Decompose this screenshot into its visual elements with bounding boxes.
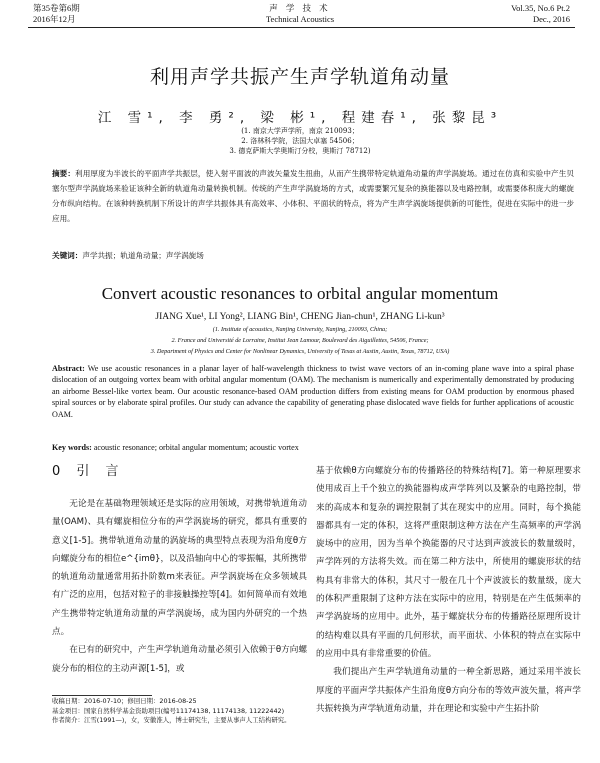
footnote-fund: 基金项目：国家自然科学基金资助项目(编号11174138, 11174138, 11222442) bbox=[52, 706, 285, 715]
journal-date-en: Dec., 2016 bbox=[532, 14, 570, 24]
abstract-cn bbox=[52, 166, 574, 226]
abstract-en-text: We use acoustic resonances in a planar layer of half-wavelength thickness to twist wave vectors of an in-coming plane wave into a spiral phase dislocation of an outgoing vortex beam with orbital angular momentum (OAM). The mechanism is numerically and experimentally demonstrated by producing an airborne Bessel-like vortex beam. Our acoustic resonance-based OAM production differs from existing means for OAM production by enormous phased spiral sources or by elaborate spiral profiles. Our study can advance the capability of generating phase dislocated wave fields for further applications of acoustic OAM. bbox=[52, 364, 574, 419]
authors-cn: 江 雪¹, 李 勇², 梁 彬¹, 程建春¹, 张黎昆³ bbox=[97, 110, 503, 126]
affiliation-cn-2: 2. 洛林科学院，法国大卓塞 54506； bbox=[241, 137, 359, 145]
journal-name-en: Technical Acoustics bbox=[265, 14, 335, 24]
journal-name-cn: 声 学 技 术 bbox=[269, 3, 331, 13]
keywords-cn-label: 关键词： bbox=[52, 251, 83, 260]
body-paragraph: 在已有的研究中，产生声学轨道角动量必须引入依赖于θ方向螺旋分布的相位的主动声源[1-5]，或 bbox=[52, 645, 307, 674]
body-paragraph: 我们提出产生声学轨道角动量的一种全新思路，通过采用半波长厚度的平面声学共振体产生沿角度θ方向分布的等效声波矢量，将声学共振转换为声学轨道角动量，并在理论和实验中产生拓扑阶 bbox=[316, 667, 581, 714]
keywords-cn-text: 声学共振；轨道角动量；声学涡旋场 bbox=[82, 251, 204, 260]
journal-volume-en: Vol.35, No.6 Pt.2 bbox=[511, 3, 570, 13]
authors-en: JIANG Xue¹, LI Yong², LIANG Bin¹, CHENG Jian-chun¹, ZHANG Li-kun³ bbox=[155, 312, 445, 322]
footnote-dates: 收稿日期：2016-07-10；修回日期：2016-08-25 bbox=[52, 697, 197, 705]
paper-title-cn: 利用声学共振产生声学轨道角动量 bbox=[149, 66, 450, 88]
paper-title-en: Convert acoustic resonances to orbital angular momentum bbox=[101, 284, 499, 303]
journal-date-cn: 2016年12月 bbox=[33, 14, 76, 24]
header-rule bbox=[28, 27, 575, 28]
affiliation-cn-1: (1. 南京大学声学所，南京 210093； bbox=[241, 127, 359, 135]
footnotes bbox=[52, 697, 307, 726]
section-heading-intro: 0 引 言 bbox=[52, 464, 125, 479]
body-column-left bbox=[52, 495, 307, 678]
footnote-author: 作者简介：江雪(1991—)，女，安徽淮人，博士研究生，主要从事声人工结构研究。 bbox=[52, 716, 291, 724]
affiliation-en-1: (1. Institute of acoustics, Nanjing University, Nanjing, 210093, China; bbox=[212, 326, 388, 333]
header-right bbox=[511, 3, 570, 25]
affiliations-cn bbox=[0, 126, 600, 156]
header-center bbox=[0, 3, 600, 25]
affiliation-cn-3: 3. 德克萨斯大学奥斯汀分校，奥斯汀 78712) bbox=[229, 147, 371, 155]
journal-volume-cn: 第35卷第6期 bbox=[33, 3, 80, 13]
affiliations-en bbox=[0, 324, 600, 357]
keywords-en bbox=[52, 443, 299, 452]
abstract-cn-text: 利用厚度为半波长的平面声学共振层，使入射平面波的声波矢量发生扭曲，从而产生携带特定轨道角动量的声学涡旋场。通过在仿真和实验中产生贝塞尔型声学涡旋场来验证该种全新的轨道角动量转换机制。传统的产生声学涡旋场的方式，或需要繁冗复杂的换能器以及电路控制，或需要体积庞大的螺旋分布纵向结构。在该种转换机制下所设计的声学共振体具有高效率、小体积、平面状的特点，将为产生声学涡旋场提供新的可能性，促进在实际中的进一步应用。 bbox=[52, 169, 575, 223]
affiliation-en-3: 3. Department of Physics and Center for Nonlinear Dynamics, University of Texas at Austin, Austin, Texas, 78712, USA) bbox=[150, 348, 450, 355]
abstract-en bbox=[52, 363, 574, 420]
abstract-en-label: Abstract: bbox=[52, 364, 85, 373]
running-header bbox=[0, 0, 600, 28]
footnote-rule bbox=[52, 695, 152, 696]
keywords-en-text: acoustic resonance; orbital angular momentum; acoustic vortex bbox=[93, 443, 299, 452]
body-paragraph: 基于依赖θ方向螺旋分布的传播路径的特殊结构[7]。第一种原理要求使用成百上千个独立的换能器构成声学阵列以及繁杂的电路控制，带来的高成本和复杂的调控限制了其在现实中的应用。同时，每个换能器都具有一定的体积，这将严重限制这种方法在产生高频率的声学涡旋场中的应用，因为当单个换能器的尺寸达到声波波长的数量级时，声学阵列的方法将失效。而在第二种方法中，所使用的螺旋形状的结构具有非常大的体积，其尺寸一般在几十个声波波长的数量级，庞大的体积严重限制了这种方法在实际中的应用，特别是在产生低频率的声学涡旋场的应用中。此外，基于螺旋状分布的传播路径原理所设计的结构难以具有平面的几何形状，而平面状、小体积的特点在实际中的应用中具有非常重要的价值。 bbox=[316, 466, 581, 659]
keywords-cn bbox=[52, 250, 204, 261]
keywords-en-label: Key words: bbox=[52, 443, 92, 452]
abstract-cn-label: 摘要： bbox=[52, 169, 76, 178]
body-paragraph: 无论是在基础物理领域还是实际的应用领域，对携带轨道角动量(OAM)、具有螺旋相位分布的声学涡旋场的研究，都具有重要的意义[1-5]。携带轨道角动量的涡旋场的典型特点表现为沿角度θ方向螺旋分布的相位e^{imθ}，以及沿轴向中心的零振幅，其所携带的轨道角动量通常用拓扑阶数m来表征。声学涡旋场在众多领域具有广泛的应用，包括对粒子的非接触操控等[4]。如何简单而有效地产生携带特定轨道角动量的声学涡旋场，成为国内外研究的一个热点。 bbox=[52, 499, 307, 638]
affiliation-en-2: 2. France and Université de Lorraine, Institut Jean Lamour, Boulevard des Aiguillettes, 54506, France; bbox=[171, 337, 429, 344]
body-column-right bbox=[316, 462, 581, 718]
